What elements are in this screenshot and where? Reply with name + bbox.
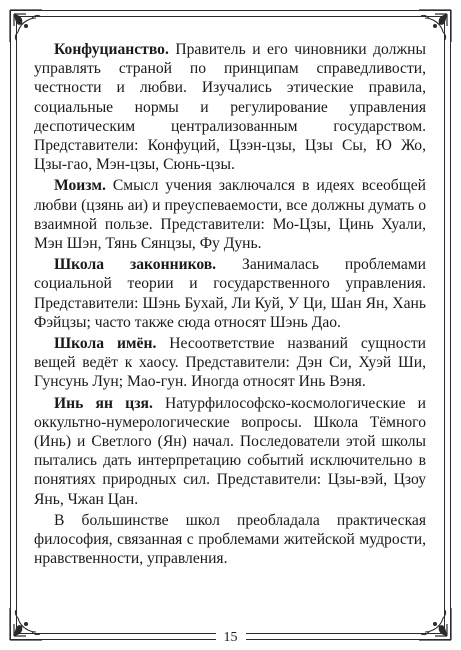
term-heading: Конфуцианство.: [54, 41, 169, 58]
term-heading: Моизм.: [54, 177, 106, 195]
term-heading: Школа законников.: [54, 256, 217, 274]
page-number: [0, 630, 461, 646]
paragraph-body: Натурфилософско-космологические и оккультно-нумерологические вопросы. Школа Тёмного (Инь) и Светлого (Ян) начал. Последователи этой школы пытались дать интерпретацию событий исключительно в понятиях природных сил. Представители: Цзы-вэй, Цзоу Янь, Чжан Цан.: [34, 394, 426, 508]
paragraph-legalism: [34, 255, 426, 332]
paragraph-yin-yang: [34, 394, 426, 509]
paragraph-body: Смысл учения заключался в идеях всеобщей любви (цзянь аи) и преуспеваемости, все должны думать о взаимной пользе. Представители: Мо-Цзы, Цинь Хуали, Мэн Шэн, Тянь Сянцзы, Фу Дунь.: [34, 177, 426, 253]
page-number-label: 15: [216, 630, 246, 645]
paragraph-mohism: [34, 176, 426, 253]
paragraph-body: Занималась проблемами социальной теории и государственного управления. Представители: Шэнь Бухай, Ли Куй, У Ци, Шан Ян, Хань Фэйцзы; часто также сюда относят Шэнь Дао.: [34, 256, 426, 331]
term-heading: Школа имён.: [54, 335, 157, 353]
paragraph-confucianism: [34, 40, 426, 174]
paragraph-conclusion: [34, 511, 426, 569]
term-heading: Инь ян цзя.: [54, 394, 153, 412]
paragraph-body: В большинстве школ преобладала практическая философия, связанная с проблемами житейской мудрости, нравственности, управления.: [34, 511, 426, 568]
paragraph-school-of-names: [34, 334, 426, 392]
paragraph-body: Несоответствие названий сущности вещей ведёт к хаосу. Представители: Дэн Си, Хуэй Ши, Гунсунь Лун; Мао-гун. Иногда относят Инь Вэня.: [34, 335, 426, 391]
paragraph-body: Правитель и его чиновники должны управлять страной по принципам справедливости, честности и любви. Изучались этические правила, социальные нормы и регулирование управления деспотическим централизованным государством. Представители: Конфуций, Цзэн-цзы, Цзы Сы, Ю Жо, Цзы-гао, Мэн-цзы, Сюнь-цзы.: [34, 41, 426, 174]
page-text: [34, 40, 426, 570]
